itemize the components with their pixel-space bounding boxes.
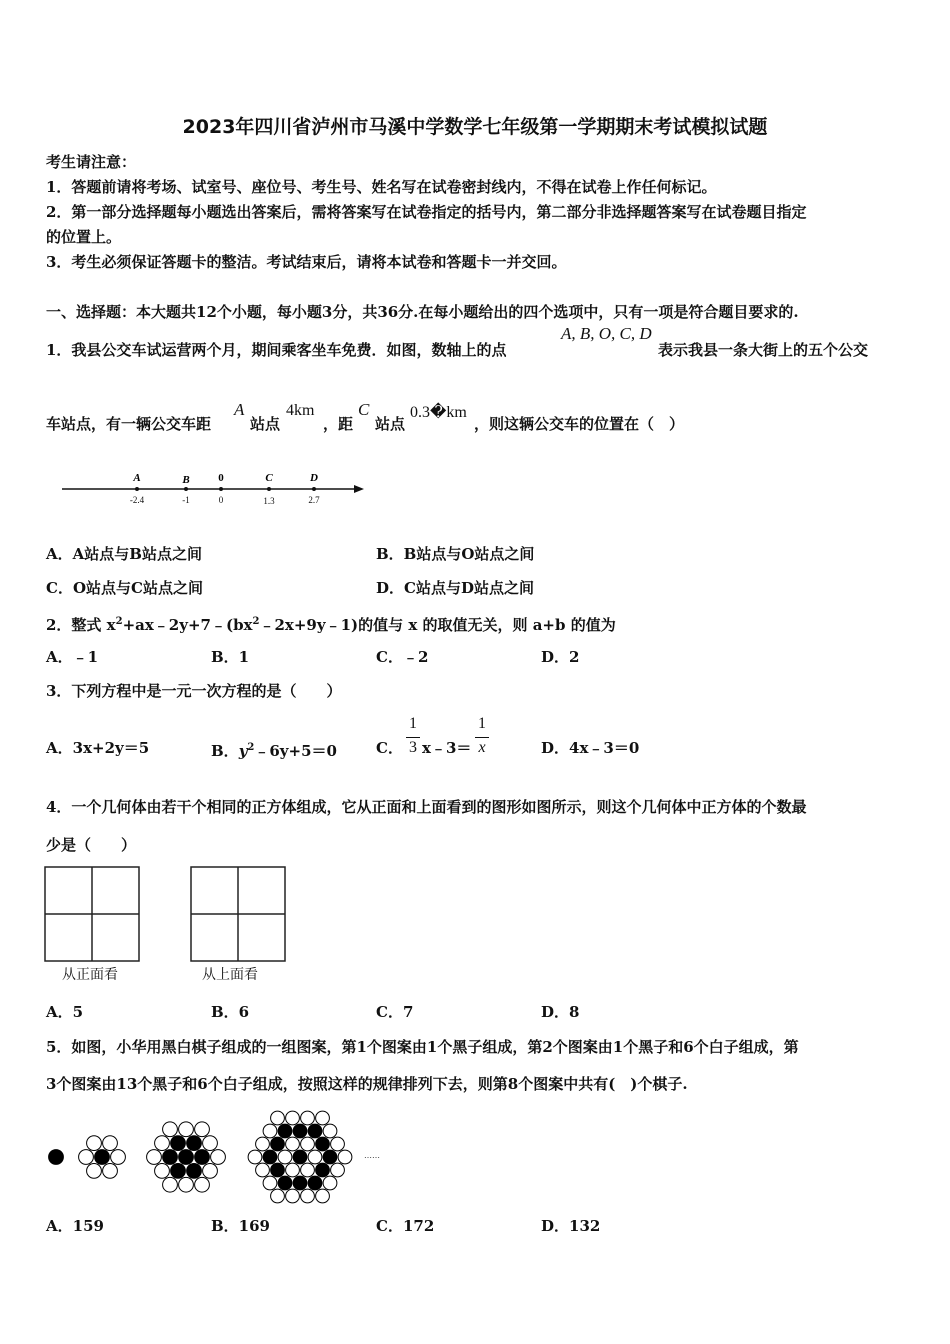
pattern3-piece-r2-7 xyxy=(179,1122,194,1137)
q5-option-c[interactable]: C．172 xyxy=(376,1217,435,1235)
notice-item-1: 1．答题前请将考场、试室号、座位号、考生号、姓名写在试卷密封线内，不得在试卷上作任何标记。 xyxy=(46,178,717,196)
pattern4-piece-r3-11 xyxy=(286,1111,300,1125)
q5-option-d[interactable]: D．132 xyxy=(541,1217,601,1235)
q5-line2: 3个图案由13个黑子和6个白子组成，按照这样的规律排列下去，则第8个图案中共有( )个棋子. xyxy=(46,1075,688,1093)
q1-line1-pre: 1．我县公交车试运营两个月，期间乘客坐车免费．如图，数轴上的点 xyxy=(46,341,507,359)
pattern1-piece-r0-0 xyxy=(49,1150,64,1165)
pattern4-piece-r3-4 xyxy=(323,1176,337,1190)
q3-c-num2: 1 xyxy=(478,715,486,732)
q3-option-c-label[interactable]: C． xyxy=(376,739,403,757)
pattern2-piece-r1-5 xyxy=(79,1150,94,1165)
pattern4-piece-r3-16 xyxy=(256,1163,270,1177)
notice-item-2: 2．第一部分选择题每小题选出答案后，需将答案写在试卷指定的括号内，第二部分非选择题答案写在试卷题目指定 xyxy=(46,203,807,221)
nl-value-C: 1.3 xyxy=(263,496,275,506)
q3-c-bar2 xyxy=(475,737,489,738)
pattern3-piece-r2-0 xyxy=(163,1177,178,1192)
pattern4-piece-r2-7 xyxy=(293,1124,307,1138)
pattern3-piece-r1-1 xyxy=(187,1163,202,1178)
q2-sup-2: 2 xyxy=(252,616,260,627)
q1-line2-b: 站点 xyxy=(250,415,281,433)
pattern4-piece-r2-2 xyxy=(308,1176,322,1190)
pattern4-piece-r3-17 xyxy=(263,1176,277,1190)
q4-option-c[interactable]: C．7 xyxy=(376,1003,414,1021)
pattern4-piece-r1-0 xyxy=(286,1163,300,1177)
q2-stem-pre: 2．整式 x xyxy=(46,616,116,634)
pattern2-piece-r0-0 xyxy=(95,1150,110,1165)
q1-option-d[interactable]: D．C站点与D站点之间 xyxy=(376,579,534,597)
q1-line2-a: 车站点，有一辆公交车距 xyxy=(46,415,212,433)
q1-points-math: A, B, O, C, D xyxy=(561,324,652,343)
nl-value-D: 2.7 xyxy=(308,495,320,505)
pattern4-piece-r1-5 xyxy=(278,1150,292,1164)
pattern3-piece-r2-2 xyxy=(195,1177,210,1192)
q1-dist1: 4km xyxy=(286,402,315,419)
pattern4-piece-r2-3 xyxy=(316,1163,330,1177)
q2-option-c[interactable]: C．﹣2 xyxy=(376,648,429,666)
q3-option-a[interactable]: A．3x+2y＝5 xyxy=(46,739,150,757)
pattern3-piece-r2-4 xyxy=(211,1150,226,1165)
q1-line2-e: ，则这辆公交车的位置在（ ） xyxy=(474,415,685,433)
q1-option-a[interactable]: A．A站点与B站点之间 xyxy=(46,545,202,563)
q4-line1: 4．一个几何体由若干个相同的正方体组成，它从正面和上面看到的图形如图所示，则这个几何体中正方体的个数最 xyxy=(46,798,807,816)
pattern4-piece-r3-13 xyxy=(263,1124,277,1138)
notice-item-2-cont: 的位置上。 xyxy=(46,228,122,246)
pattern4-piece-r2-11 xyxy=(271,1163,285,1177)
pattern4-piece-r2-8 xyxy=(278,1124,292,1138)
pattern3-piece-r1-0 xyxy=(171,1163,186,1178)
q2-stem-post: ﹣2x+9y﹣1)的值与 x 的取值无关，则 a+b 的值为 xyxy=(259,616,616,634)
q1-option-c[interactable]: C．O站点与C站点之间 xyxy=(46,579,203,597)
q3-option-b-sup: 2 xyxy=(247,742,255,753)
pattern-ellipsis: …… xyxy=(364,1151,380,1160)
pattern4-piece-r3-6 xyxy=(338,1150,352,1164)
nl-value-O: 0 xyxy=(218,495,224,505)
pattern2-piece-r1-1 xyxy=(103,1163,118,1178)
pattern3-piece-r2-6 xyxy=(195,1122,210,1137)
pattern2-piece-r1-2 xyxy=(111,1150,126,1165)
caption-front: 从正面看 xyxy=(62,967,118,983)
section-heading: 一、选择题：本大题共12个小题，每小题3分，共36分.在每小题给出的四个选项中，只有一项是符合题目要求的. xyxy=(46,303,799,321)
pattern4-piece-r3-12 xyxy=(271,1111,285,1125)
nl-label-B: B xyxy=(182,474,190,486)
pattern3-piece-r2-9 xyxy=(155,1136,170,1151)
notice-heading: 考生请注意： xyxy=(46,153,137,171)
nl-point-C xyxy=(267,487,271,491)
pattern4-piece-r3-3 xyxy=(316,1189,330,1203)
pattern4-piece-r2-4 xyxy=(323,1150,337,1164)
q5-line1: 5．如图，小华用黑白棋子组成的一组图案，第1个图案由1个黑子组成，第2个图案由1个黑子和6个白子组成，第 xyxy=(46,1038,799,1056)
q3-c-bar1 xyxy=(406,737,420,738)
chess-patterns-figure xyxy=(40,1100,410,1206)
q3-option-b-y: y xyxy=(238,742,248,760)
pattern4-piece-r3-7 xyxy=(331,1137,345,1151)
pattern4-piece-r3-10 xyxy=(301,1111,315,1125)
number-line-arrow xyxy=(354,485,364,493)
pattern4-piece-r3-5 xyxy=(331,1163,345,1177)
pattern4-piece-r2-5 xyxy=(316,1137,330,1151)
q2-sup-1: 2 xyxy=(115,616,123,627)
pattern4-piece-r2-6 xyxy=(308,1124,322,1138)
pattern4-piece-r3-8 xyxy=(323,1124,337,1138)
pattern2-piece-r1-0 xyxy=(87,1163,102,1178)
pattern4-piece-r2-9 xyxy=(271,1137,285,1151)
pattern4-piece-r1-3 xyxy=(301,1137,315,1151)
q1-math-A: A xyxy=(234,400,245,419)
q3-option-d[interactable]: D．4x﹣3＝0 xyxy=(541,739,640,757)
nl-point-O xyxy=(219,487,223,491)
front-view-figure xyxy=(44,866,142,964)
q1-line2-c: ，距 xyxy=(323,415,354,433)
nl-label-A: A xyxy=(133,472,141,484)
top-view-figure xyxy=(190,866,288,964)
nl-point-B xyxy=(184,487,188,491)
pattern3-piece-r0-0 xyxy=(179,1150,194,1165)
q2-option-a[interactable]: A．﹣1 xyxy=(46,648,99,666)
q3-option-b-label: B． xyxy=(211,742,239,760)
nl-point-A xyxy=(135,487,139,491)
q2-option-b[interactable]: B．1 xyxy=(211,648,250,666)
q4-option-b[interactable]: B．6 xyxy=(211,1003,250,1021)
q1-dist2: 0.3�km xyxy=(410,404,467,421)
q4-line2: 少是（ ） xyxy=(46,836,137,854)
q5-option-a[interactable]: A．159 xyxy=(46,1217,104,1235)
nl-point-D xyxy=(312,487,316,491)
notice-item-3: 3．考生必须保证答题卡的整洁。考试结束后，请将本试卷和答题卡一并交回。 xyxy=(46,253,567,271)
q3-c-num1: 1 xyxy=(409,715,417,732)
pattern4-piece-r1-2 xyxy=(308,1150,322,1164)
pattern4-piece-r3-0 xyxy=(271,1189,285,1203)
q3-option-b-rest: ﹣6y+5＝0 xyxy=(254,742,337,760)
q3-c-den2: x xyxy=(478,739,486,756)
pattern3-piece-r2-3 xyxy=(203,1163,218,1178)
page-title: 2023年四川省泸州市马溪中学数学七年级第一学期期末考试模拟试题 xyxy=(182,116,768,138)
q3-stem: 3．下列方程中是一元一次方程的是（ ） xyxy=(46,682,342,700)
q4-option-a[interactable]: A．5 xyxy=(46,1003,84,1021)
q5-option-b[interactable]: B．169 xyxy=(211,1217,270,1235)
pattern4-piece-r3-2 xyxy=(301,1189,315,1203)
nl-value-B: -1 xyxy=(182,495,190,505)
pattern3-piece-r1-4 xyxy=(171,1136,186,1151)
pattern3-piece-r1-5 xyxy=(163,1150,178,1165)
q1-option-b[interactable]: B．B站点与O站点之间 xyxy=(376,545,535,563)
number-line xyxy=(58,466,368,512)
pattern4-piece-r2-0 xyxy=(278,1176,292,1190)
pattern4-piece-r1-1 xyxy=(301,1163,315,1177)
q4-option-d[interactable]: D．8 xyxy=(541,1003,580,1021)
pattern3-piece-r2-5 xyxy=(203,1136,218,1151)
q3-option-b[interactable] xyxy=(211,738,337,761)
pattern4-piece-r1-4 xyxy=(286,1137,300,1151)
nl-label-C: C xyxy=(265,472,273,484)
pattern4-piece-r2-10 xyxy=(263,1150,277,1164)
pattern4-piece-r0-0 xyxy=(293,1150,307,1164)
q1-line1-post: 表示我县一条大街上的五个公交 xyxy=(658,341,869,359)
q2-stem xyxy=(46,612,616,635)
q1-line2-d: 站点 xyxy=(375,415,406,433)
q3-option-c-mid: x﹣3＝ xyxy=(422,739,472,757)
pattern3-piece-r2-10 xyxy=(147,1150,162,1165)
q1-math-C: C xyxy=(358,400,370,419)
q3-c-den1: 3 xyxy=(409,739,417,756)
pattern4-piece-r2-1 xyxy=(293,1176,307,1190)
pattern4-piece-r3-15 xyxy=(248,1150,262,1164)
pattern3-piece-r2-1 xyxy=(179,1177,194,1192)
q2-stem-mid: +ax﹣2y+7﹣(bx xyxy=(122,616,253,634)
nl-value-A: -2.4 xyxy=(129,495,145,505)
pattern2-piece-r1-4 xyxy=(87,1136,102,1151)
pattern3-piece-r2-8 xyxy=(163,1122,178,1137)
pattern4-piece-r3-1 xyxy=(286,1189,300,1203)
nl-label-O: 0 xyxy=(218,472,224,484)
caption-top: 从上面看 xyxy=(202,967,258,983)
nl-label-D: D xyxy=(310,472,318,484)
pattern3-piece-r1-3 xyxy=(187,1136,202,1151)
pattern2-piece-r1-3 xyxy=(103,1136,118,1151)
q2-option-d[interactable]: D．2 xyxy=(541,648,580,666)
pattern4-piece-r3-9 xyxy=(316,1111,330,1125)
pattern4-piece-r3-14 xyxy=(256,1137,270,1151)
pattern3-piece-r1-2 xyxy=(195,1150,210,1165)
pattern3-piece-r2-11 xyxy=(155,1163,170,1178)
